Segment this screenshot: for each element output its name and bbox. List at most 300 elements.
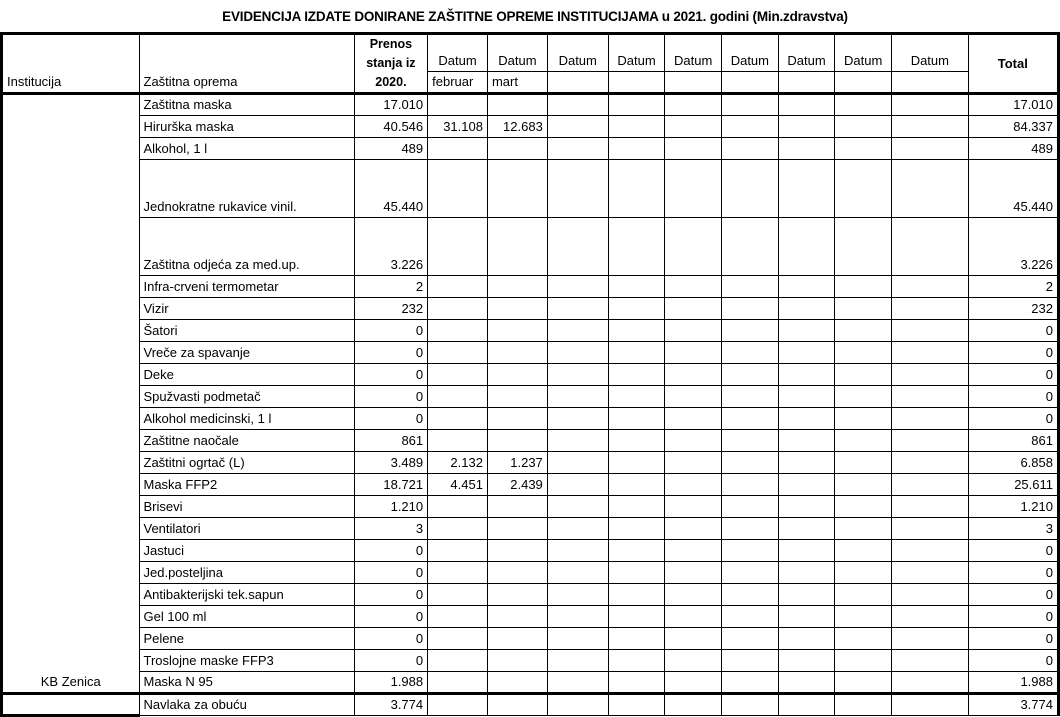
date-value-cell-1 bbox=[428, 540, 488, 562]
date-value-cell-7 bbox=[778, 94, 835, 116]
table-row bbox=[2, 452, 1059, 474]
date-value-cell-2 bbox=[487, 606, 547, 628]
date-value-cell-8 bbox=[835, 116, 892, 138]
date-value-cell-9 bbox=[892, 138, 969, 160]
date-value-cell-8 bbox=[835, 540, 892, 562]
date-value-cell-7 bbox=[778, 276, 835, 298]
carryover-value-cell: 3.489 bbox=[354, 452, 427, 474]
carryover-header-line-2: stanja iz bbox=[366, 56, 416, 70]
date-value-cell-2: 12.683 bbox=[487, 116, 547, 138]
date-value-cell-8 bbox=[835, 496, 892, 518]
total-value-cell: 489 bbox=[968, 138, 1058, 160]
date-value-cell-5 bbox=[665, 408, 722, 430]
date-value-cell-1 bbox=[428, 584, 488, 606]
table-row bbox=[2, 116, 1059, 138]
date-value-cell-3 bbox=[547, 562, 608, 584]
date-value-cell-6 bbox=[722, 342, 779, 364]
column-subheader-date-3 bbox=[547, 72, 608, 94]
date-value-cell-6 bbox=[722, 606, 779, 628]
table-row bbox=[2, 518, 1059, 540]
date-value-cell-3 bbox=[547, 694, 608, 716]
column-header-date-6: Datum bbox=[722, 34, 779, 72]
date-value-cell-7 bbox=[778, 518, 835, 540]
date-value-cell-1 bbox=[428, 342, 488, 364]
equipment-name-cell: Zaštitni ogrtač (L) bbox=[139, 452, 354, 474]
total-value-cell: 1.988 bbox=[968, 672, 1058, 694]
date-value-cell-8 bbox=[835, 386, 892, 408]
date-value-cell-8 bbox=[835, 320, 892, 342]
equipment-name-cell: Zaštitna maska bbox=[139, 94, 354, 116]
date-value-cell-8 bbox=[835, 606, 892, 628]
date-value-cell-1 bbox=[428, 138, 488, 160]
date-value-cell-8 bbox=[835, 474, 892, 496]
equipment-name-cell: Jastuci bbox=[139, 540, 354, 562]
date-value-cell-9 bbox=[892, 540, 969, 562]
carryover-value-cell: 0 bbox=[354, 584, 427, 606]
date-value-cell-8 bbox=[835, 518, 892, 540]
date-value-cell-4 bbox=[608, 474, 665, 496]
date-value-cell-2 bbox=[487, 94, 547, 116]
document-title-bar bbox=[0, 0, 1060, 32]
total-value-cell: 6.858 bbox=[968, 452, 1058, 474]
total-value-cell: 1.210 bbox=[968, 496, 1058, 518]
date-value-cell-8 bbox=[835, 218, 892, 276]
date-value-cell-6 bbox=[722, 94, 779, 116]
date-value-cell-3 bbox=[547, 430, 608, 452]
total-value-cell: 0 bbox=[968, 650, 1058, 672]
date-value-cell-3 bbox=[547, 540, 608, 562]
date-value-cell-9 bbox=[892, 474, 969, 496]
date-value-cell-4 bbox=[608, 364, 665, 386]
date-value-cell-6 bbox=[722, 138, 779, 160]
date-value-cell-8 bbox=[835, 430, 892, 452]
date-value-cell-5 bbox=[665, 694, 722, 716]
date-value-cell-3 bbox=[547, 452, 608, 474]
column-header-date-8: Datum bbox=[835, 34, 892, 72]
column-header-date-2: Datum bbox=[487, 34, 547, 72]
date-value-cell-7 bbox=[778, 474, 835, 496]
date-value-cell-3 bbox=[547, 628, 608, 650]
column-header-total: Total bbox=[968, 34, 1058, 94]
date-value-cell-6 bbox=[722, 694, 779, 716]
date-value-cell-3 bbox=[547, 218, 608, 276]
date-value-cell-7 bbox=[778, 584, 835, 606]
date-value-cell-2 bbox=[487, 496, 547, 518]
date-value-cell-3 bbox=[547, 364, 608, 386]
table-row bbox=[2, 160, 1059, 218]
column-header-date-7: Datum bbox=[778, 34, 835, 72]
date-value-cell-2 bbox=[487, 540, 547, 562]
date-value-cell-8 bbox=[835, 694, 892, 716]
date-value-cell-3 bbox=[547, 276, 608, 298]
date-value-cell-1 bbox=[428, 218, 488, 276]
date-value-cell-7 bbox=[778, 606, 835, 628]
carryover-value-cell: 0 bbox=[354, 628, 427, 650]
column-header-carryover bbox=[354, 34, 427, 94]
column-subheader-date-5 bbox=[665, 72, 722, 94]
date-value-cell-9 bbox=[892, 430, 969, 452]
date-value-cell-8 bbox=[835, 562, 892, 584]
date-value-cell-7 bbox=[778, 540, 835, 562]
date-value-cell-9 bbox=[892, 452, 969, 474]
date-value-cell-6 bbox=[722, 320, 779, 342]
total-value-cell: 0 bbox=[968, 584, 1058, 606]
date-value-cell-8 bbox=[835, 650, 892, 672]
date-value-cell-4 bbox=[608, 540, 665, 562]
date-value-cell-7 bbox=[778, 694, 835, 716]
carryover-value-cell: 3 bbox=[354, 518, 427, 540]
table-row bbox=[2, 474, 1059, 496]
date-value-cell-1 bbox=[428, 672, 488, 694]
date-value-cell-3 bbox=[547, 672, 608, 694]
date-value-cell-3 bbox=[547, 138, 608, 160]
total-value-cell: 3 bbox=[968, 518, 1058, 540]
date-value-cell-7 bbox=[778, 430, 835, 452]
total-value-cell: 3.774 bbox=[968, 694, 1058, 716]
equipment-name-cell: Alkohol, 1 l bbox=[139, 138, 354, 160]
carryover-value-cell: 0 bbox=[354, 540, 427, 562]
date-value-cell-2 bbox=[487, 628, 547, 650]
date-value-cell-9 bbox=[892, 650, 969, 672]
date-value-cell-4 bbox=[608, 276, 665, 298]
date-value-cell-4 bbox=[608, 672, 665, 694]
date-value-cell-8 bbox=[835, 584, 892, 606]
date-value-cell-3 bbox=[547, 584, 608, 606]
date-value-cell-9 bbox=[892, 320, 969, 342]
date-value-cell-2 bbox=[487, 276, 547, 298]
date-value-cell-2 bbox=[487, 138, 547, 160]
date-value-cell-6 bbox=[722, 496, 779, 518]
total-value-cell: 0 bbox=[968, 540, 1058, 562]
date-value-cell-2 bbox=[487, 562, 547, 584]
date-value-cell-9 bbox=[892, 116, 969, 138]
date-value-cell-4 bbox=[608, 452, 665, 474]
institution-name-cell-empty bbox=[2, 694, 140, 716]
column-header-equipment: Zaštitna oprema bbox=[139, 34, 354, 94]
equipment-name-cell: Deke bbox=[139, 364, 354, 386]
date-value-cell-6 bbox=[722, 298, 779, 320]
column-header-date-4: Datum bbox=[608, 34, 665, 72]
date-value-cell-7 bbox=[778, 628, 835, 650]
date-value-cell-4 bbox=[608, 562, 665, 584]
date-value-cell-5 bbox=[665, 540, 722, 562]
date-value-cell-6 bbox=[722, 364, 779, 386]
date-value-cell-4 bbox=[608, 496, 665, 518]
column-subheader-date-6 bbox=[722, 72, 779, 94]
equipment-name-cell: Šatori bbox=[139, 320, 354, 342]
date-value-cell-6 bbox=[722, 452, 779, 474]
date-value-cell-3 bbox=[547, 298, 608, 320]
date-value-cell-1 bbox=[428, 694, 488, 716]
date-value-cell-5 bbox=[665, 496, 722, 518]
table-row bbox=[2, 138, 1059, 160]
date-value-cell-6 bbox=[722, 518, 779, 540]
equipment-name-cell: Troslojne maske FFP3 bbox=[139, 650, 354, 672]
equipment-name-cell: Spužvasti podmetač bbox=[139, 386, 354, 408]
total-value-cell: 0 bbox=[968, 408, 1058, 430]
date-value-cell-1 bbox=[428, 276, 488, 298]
equipment-name-cell: Navlaka za obuću bbox=[139, 694, 354, 716]
table-row bbox=[2, 320, 1059, 342]
table-row bbox=[2, 628, 1059, 650]
date-value-cell-3 bbox=[547, 408, 608, 430]
date-value-cell-9 bbox=[892, 386, 969, 408]
date-value-cell-3 bbox=[547, 496, 608, 518]
table-row bbox=[2, 386, 1059, 408]
equipment-name-cell: Antibakterijski tek.sapun bbox=[139, 584, 354, 606]
date-value-cell-1 bbox=[428, 562, 488, 584]
date-value-cell-4 bbox=[608, 628, 665, 650]
date-value-cell-9 bbox=[892, 518, 969, 540]
date-value-cell-2 bbox=[487, 160, 547, 218]
date-value-cell-1 bbox=[428, 650, 488, 672]
date-value-cell-5 bbox=[665, 138, 722, 160]
table-row bbox=[2, 430, 1059, 452]
date-value-cell-6 bbox=[722, 562, 779, 584]
column-subheader-date-4 bbox=[608, 72, 665, 94]
date-value-cell-3 bbox=[547, 116, 608, 138]
carryover-value-cell: 18.721 bbox=[354, 474, 427, 496]
date-value-cell-5 bbox=[665, 160, 722, 218]
carryover-value-cell: 0 bbox=[354, 650, 427, 672]
date-value-cell-5 bbox=[665, 518, 722, 540]
date-value-cell-6 bbox=[722, 386, 779, 408]
page-title: EVIDENCIJA IZDATE DONIRANE ZAŠTITNE OPREME INSTITUCIJAMA u 2021. godini (Min.zdravstva) bbox=[222, 8, 848, 24]
date-value-cell-5 bbox=[665, 628, 722, 650]
table-row bbox=[2, 298, 1059, 320]
table-row bbox=[2, 650, 1059, 672]
table-row bbox=[2, 218, 1059, 276]
date-value-cell-4 bbox=[608, 160, 665, 218]
date-value-cell-4 bbox=[608, 430, 665, 452]
date-value-cell-9 bbox=[892, 94, 969, 116]
carryover-value-cell: 1.210 bbox=[354, 496, 427, 518]
total-value-cell: 861 bbox=[968, 430, 1058, 452]
date-value-cell-9 bbox=[892, 364, 969, 386]
carryover-header-line-3: 2020. bbox=[375, 75, 407, 89]
equipment-name-cell: Pelene bbox=[139, 628, 354, 650]
date-value-cell-3 bbox=[547, 342, 608, 364]
date-value-cell-5 bbox=[665, 606, 722, 628]
date-value-cell-5 bbox=[665, 474, 722, 496]
date-value-cell-7 bbox=[778, 562, 835, 584]
date-value-cell-7 bbox=[778, 408, 835, 430]
table-head bbox=[2, 34, 1059, 94]
total-value-cell: 84.337 bbox=[968, 116, 1058, 138]
carryover-value-cell: 0 bbox=[354, 408, 427, 430]
date-value-cell-9 bbox=[892, 496, 969, 518]
date-value-cell-6 bbox=[722, 540, 779, 562]
date-value-cell-8 bbox=[835, 408, 892, 430]
date-value-cell-2 bbox=[487, 342, 547, 364]
carryover-value-cell: 232 bbox=[354, 298, 427, 320]
equipment-name-cell: Brisevi bbox=[139, 496, 354, 518]
date-value-cell-1 bbox=[428, 606, 488, 628]
date-value-cell-4 bbox=[608, 606, 665, 628]
date-value-cell-5 bbox=[665, 430, 722, 452]
date-value-cell-2 bbox=[487, 694, 547, 716]
date-value-cell-1 bbox=[428, 298, 488, 320]
total-value-cell: 0 bbox=[968, 562, 1058, 584]
date-value-cell-7 bbox=[778, 116, 835, 138]
date-value-cell-5 bbox=[665, 386, 722, 408]
date-value-cell-9 bbox=[892, 606, 969, 628]
carryover-value-cell: 489 bbox=[354, 138, 427, 160]
date-value-cell-3 bbox=[547, 94, 608, 116]
table-row bbox=[2, 342, 1059, 364]
date-value-cell-2 bbox=[487, 518, 547, 540]
equipment-name-cell: Maska FFP2 bbox=[139, 474, 354, 496]
column-header-date-5: Datum bbox=[665, 34, 722, 72]
carryover-value-cell: 0 bbox=[354, 386, 427, 408]
equipment-name-cell: Vreče za spavanje bbox=[139, 342, 354, 364]
date-value-cell-1 bbox=[428, 160, 488, 218]
date-value-cell-1 bbox=[428, 430, 488, 452]
date-value-cell-1 bbox=[428, 496, 488, 518]
date-value-cell-8 bbox=[835, 160, 892, 218]
carryover-value-cell: 3.774 bbox=[354, 694, 427, 716]
date-value-cell-9 bbox=[892, 342, 969, 364]
date-value-cell-5 bbox=[665, 342, 722, 364]
date-value-cell-5 bbox=[665, 116, 722, 138]
total-value-cell: 25.611 bbox=[968, 474, 1058, 496]
carryover-value-cell: 0 bbox=[354, 364, 427, 386]
equipment-name-cell: Gel 100 ml bbox=[139, 606, 354, 628]
column-header-institution: Institucija bbox=[2, 34, 140, 94]
equipment-name-cell: Zaštitna odjeća za med.up. bbox=[139, 218, 354, 276]
carryover-value-cell: 3.226 bbox=[354, 218, 427, 276]
carryover-value-cell: 0 bbox=[354, 320, 427, 342]
date-value-cell-7 bbox=[778, 452, 835, 474]
date-value-cell-8 bbox=[835, 628, 892, 650]
date-value-cell-1 bbox=[428, 628, 488, 650]
date-value-cell-3 bbox=[547, 160, 608, 218]
carryover-value-cell: 1.988 bbox=[354, 672, 427, 694]
institution-name-cell: KB Zenica bbox=[2, 94, 140, 694]
date-value-cell-6 bbox=[722, 628, 779, 650]
carryover-value-cell: 45.440 bbox=[354, 160, 427, 218]
date-value-cell-4 bbox=[608, 298, 665, 320]
equipment-name-cell: Jednokratne rukavice vinil. bbox=[139, 160, 354, 218]
date-value-cell-9 bbox=[892, 160, 969, 218]
date-value-cell-1 bbox=[428, 408, 488, 430]
date-value-cell-7 bbox=[778, 138, 835, 160]
carryover-header-line-1: Prenos bbox=[369, 37, 413, 51]
date-value-cell-4 bbox=[608, 650, 665, 672]
carryover-value-cell: 0 bbox=[354, 342, 427, 364]
date-value-cell-2 bbox=[487, 218, 547, 276]
date-value-cell-5 bbox=[665, 298, 722, 320]
date-value-cell-8 bbox=[835, 452, 892, 474]
date-value-cell-2: 1.237 bbox=[487, 452, 547, 474]
date-value-cell-2 bbox=[487, 650, 547, 672]
date-value-cell-5 bbox=[665, 562, 722, 584]
date-value-cell-4 bbox=[608, 694, 665, 716]
table-row bbox=[2, 496, 1059, 518]
equipment-name-cell: Hirurška maska bbox=[139, 116, 354, 138]
date-value-cell-4 bbox=[608, 94, 665, 116]
date-value-cell-3 bbox=[547, 320, 608, 342]
date-value-cell-4 bbox=[608, 320, 665, 342]
date-value-cell-4 bbox=[608, 138, 665, 160]
date-value-cell-5 bbox=[665, 218, 722, 276]
date-value-cell-4 bbox=[608, 408, 665, 430]
table-row bbox=[2, 672, 1059, 694]
carryover-value-cell: 0 bbox=[354, 562, 427, 584]
total-value-cell: 0 bbox=[968, 386, 1058, 408]
carryover-value-cell: 2 bbox=[354, 276, 427, 298]
date-value-cell-3 bbox=[547, 606, 608, 628]
date-value-cell-2 bbox=[487, 320, 547, 342]
table-row bbox=[2, 584, 1059, 606]
date-value-cell-9 bbox=[892, 562, 969, 584]
carryover-value-cell: 40.546 bbox=[354, 116, 427, 138]
total-value-cell: 17.010 bbox=[968, 94, 1058, 116]
column-subheader-date-1: februar bbox=[428, 72, 488, 94]
date-value-cell-6 bbox=[722, 672, 779, 694]
date-value-cell-1 bbox=[428, 386, 488, 408]
date-value-cell-5 bbox=[665, 452, 722, 474]
date-value-cell-3 bbox=[547, 518, 608, 540]
date-value-cell-6 bbox=[722, 584, 779, 606]
ppe-distribution-table bbox=[0, 32, 1060, 717]
date-value-cell-2 bbox=[487, 430, 547, 452]
date-value-cell-8 bbox=[835, 138, 892, 160]
table-row bbox=[2, 562, 1059, 584]
table-row bbox=[2, 364, 1059, 386]
column-header-date-3: Datum bbox=[547, 34, 608, 72]
date-value-cell-7 bbox=[778, 386, 835, 408]
total-value-cell: 0 bbox=[968, 320, 1058, 342]
column-subheader-date-9 bbox=[892, 72, 969, 94]
date-value-cell-6 bbox=[722, 408, 779, 430]
date-value-cell-2 bbox=[487, 672, 547, 694]
date-value-cell-6 bbox=[722, 218, 779, 276]
table-row bbox=[2, 94, 1059, 116]
carryover-value-cell: 861 bbox=[354, 430, 427, 452]
date-value-cell-5 bbox=[665, 672, 722, 694]
date-value-cell-3 bbox=[547, 650, 608, 672]
date-value-cell-7 bbox=[778, 320, 835, 342]
date-value-cell-9 bbox=[892, 672, 969, 694]
date-value-cell-2 bbox=[487, 584, 547, 606]
date-value-cell-8 bbox=[835, 298, 892, 320]
date-value-cell-4 bbox=[608, 342, 665, 364]
date-value-cell-4 bbox=[608, 518, 665, 540]
total-value-cell: 2 bbox=[968, 276, 1058, 298]
equipment-name-cell: Ventilatori bbox=[139, 518, 354, 540]
date-value-cell-8 bbox=[835, 94, 892, 116]
date-value-cell-9 bbox=[892, 584, 969, 606]
date-value-cell-8 bbox=[835, 342, 892, 364]
total-value-cell: 45.440 bbox=[968, 160, 1058, 218]
table-row bbox=[2, 606, 1059, 628]
column-header-date-9: Datum bbox=[892, 34, 969, 72]
date-value-cell-2 bbox=[487, 298, 547, 320]
date-value-cell-1 bbox=[428, 94, 488, 116]
carryover-value-cell: 0 bbox=[354, 606, 427, 628]
date-value-cell-1 bbox=[428, 320, 488, 342]
date-value-cell-1: 31.108 bbox=[428, 116, 488, 138]
equipment-name-cell: Infra-crveni termometar bbox=[139, 276, 354, 298]
date-value-cell-9 bbox=[892, 408, 969, 430]
date-value-cell-4 bbox=[608, 386, 665, 408]
date-value-cell-5 bbox=[665, 94, 722, 116]
date-value-cell-7 bbox=[778, 298, 835, 320]
date-value-cell-6 bbox=[722, 474, 779, 496]
equipment-name-cell: Vizir bbox=[139, 298, 354, 320]
table-row bbox=[2, 694, 1059, 716]
